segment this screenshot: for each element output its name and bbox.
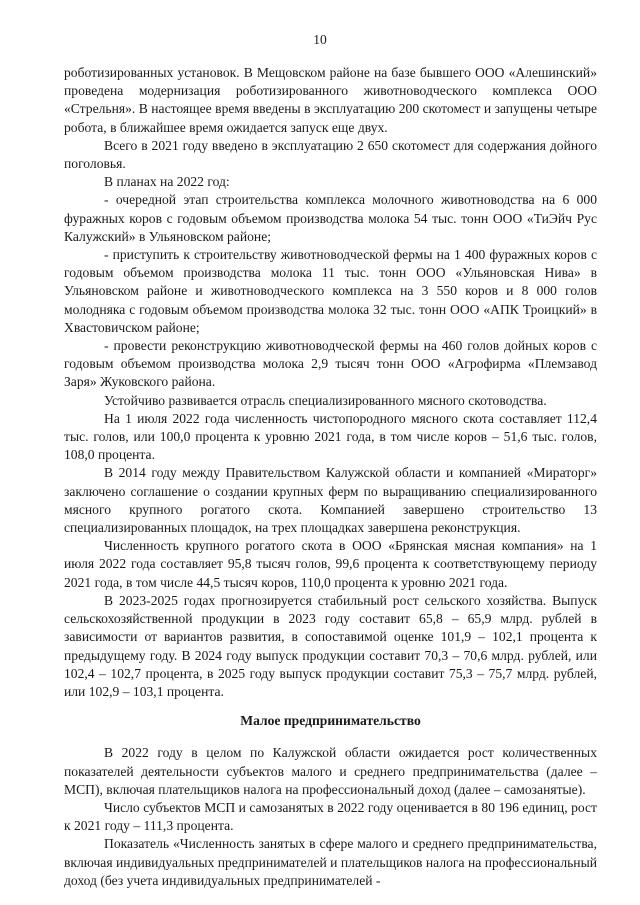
paragraph: Численность крупного рогатого скота в ООО «Брянская мясная компания» на 1 июля 2022 года составляет 95,8 тысяч голов, 99,6 процента к соответствующему периоду 2021 года, в том числе 44,5 тысяч коров, 110,0 процента к уровню 2021 года. xyxy=(64,538,597,590)
paragraph: роботизированных установок. В Мещовском районе на базе бывшего ООО «Алешинский» проведена модернизация роботизированного животноводческого комплекса ООО «Стрельня». В настоящее время введены в эксплуатацию 200 скотомест и запущены четыре робота, в ближайшее время ожидается запуск еще двух. xyxy=(64,65,597,135)
paragraph: В планах на 2022 год: xyxy=(104,174,230,190)
body-text xyxy=(64,64,597,890)
section-heading: Малое предпринимательство xyxy=(240,713,421,729)
paragraph: В 2023-2025 годах прогнозируется стабильный рост сельского хозяйства. Выпуск сельскохозяйственной продукции в 2023 году составит 65,8 – 65,9 млрд. рублей в зависимости от вариантов развития, в сопоставимой оценке 101,9 – 102,1 процента к предыдущему году. В 2024 году выпуск продукции составит 70,3 – 70,6 млрд. рублей, или 102,4 – 102,7 процента, в 2025 году выпуск продукции составит 75,3 – 75,7 млрд. рублей, или 102,9 – 103,1 процента. xyxy=(64,592,597,699)
paragraphs-after-section xyxy=(64,744,597,890)
page-number: 10 xyxy=(313,32,327,47)
paragraph: Всего в 2021 году введено в эксплуатацию 2 650 скотомест для содержания дойного поголовья. xyxy=(64,137,597,172)
paragraph: Устойчиво развивается отрасль специализированного мясного скотоводства. xyxy=(104,392,547,408)
paragraph: - очередной этап строительства комплекса молочного животноводства на 6 000 фуражных коров с годовым объемом производства молока 54 тыс. тонн ООО «ТиЭйч Рус Калужский» в Ульяновском районе; xyxy=(64,192,597,244)
paragraph: В 2014 году между Правительством Калужской области и компанией «Мираторг» заключено соглашение о создании крупных ферм по выращиванию специализированного мясного крупного рогатого скота. Компанией завершено строительство 13 специализированных площадок, на трех площадках завершена реконструкция. xyxy=(64,465,597,536)
paragraph: Число субъектов МСП и самозанятых в 2022 году оценивается в 80 196 единиц, рост к 2021 году – 111,3 процента. xyxy=(64,799,597,834)
paragraph: На 1 июля 2022 года численность чистопородного мясного скота составляет 112,4 тыс. голов, или 100,0 процента к уровню 2021 года, в том числе коров – 51,6 тыс. голов, 108,0 процента. xyxy=(64,410,597,463)
paragraphs-before-section xyxy=(64,64,597,701)
paragraph: - приступить к строительству животноводческой фермы на 1 400 фуражных коров с годовым объемом производства молока 11 тыс. тонн ООО «Ульяновская Нива» в Ульяновском районе и животноводческого комплекса на 3 550 коров и 8 000 голов молодняка с годовым объемом производства молока 32 тыс. тонн ООО «АПК Троицкий» в Хвастовичском районе; xyxy=(64,247,597,335)
paragraph: Показатель «Численность занятых в сфере малого и среднего предпринимательства, включая индивидуальных предпринимателей и плательщиков налога на профессиональный доход (без учета индивидуальных предпринимателей - xyxy=(64,836,597,888)
paragraph: В 2022 году в целом по Калужской области ожидается рост количественных показателей деятельности субъектов малого и среднего предпринимательства (далее – МСП), включая плательщиков налога на профессиональный доход (далее – самозанятые). xyxy=(64,745,597,797)
paragraph: - провести реконструкцию животноводческой фермы на 460 голов дойных коров с годовым объемом производства молока 2,9 тысяч тонн ООО «Агрофирма «Племзавод Заря» Жуковского района. xyxy=(64,338,597,390)
